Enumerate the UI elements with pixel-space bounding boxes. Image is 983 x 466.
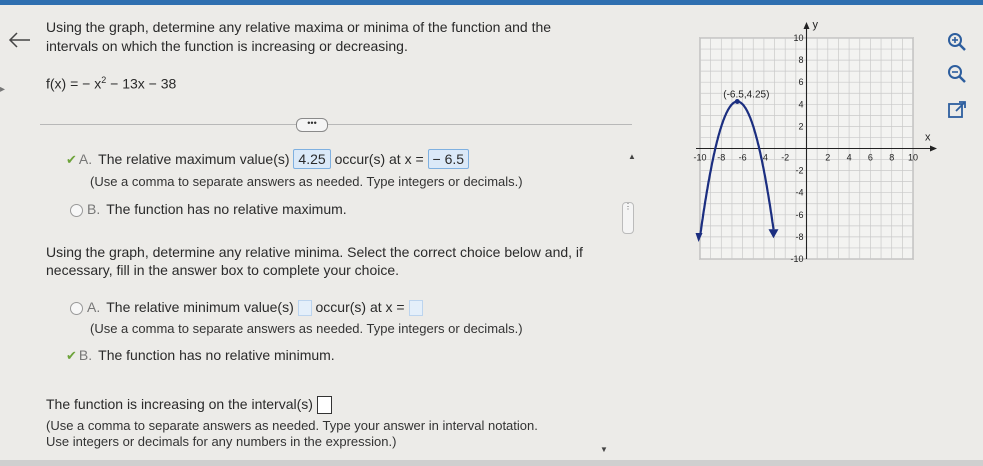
- max-option-a-text2: occur(s) at x =: [334, 151, 424, 167]
- max-option-b-text: The function has no relative maximum.: [106, 201, 347, 217]
- x-axis-arrow: [930, 146, 937, 152]
- x-tick-label: 2: [825, 152, 831, 163]
- back-arrow-icon[interactable]: [6, 30, 32, 50]
- min-option-a[interactable]: [70, 298, 423, 316]
- increasing-prompt-row: [46, 395, 332, 414]
- y-tick-label: 10: [793, 33, 804, 43]
- y-axis-label: y: [812, 19, 818, 31]
- y-tick-label: -6: [795, 209, 804, 220]
- increasing-prompt: The function is increasing on the interval(s): [46, 396, 313, 412]
- y-tick-label: -10: [790, 254, 804, 264]
- max-option-a-text: The relative maximum value(s): [98, 151, 290, 167]
- x-tick-label: 8: [889, 152, 895, 163]
- y-tick-label: 6: [798, 77, 804, 88]
- question-prompt: Using the graph, determine any relative maxima or minima of the function and the intervals on which the function is increasing or decreasing.: [46, 19, 552, 54]
- function-expression: [46, 75, 176, 92]
- max-option-a-note: (Use a comma to separate answers as needed. Type integers or decimals.): [90, 174, 523, 189]
- bottom-bar: [0, 460, 983, 466]
- max-option-b[interactable]: [70, 200, 347, 218]
- min-option-a-text2: occur(s) at x =: [315, 299, 405, 315]
- y-tick-label: -2: [795, 165, 804, 176]
- x-tick-label: -10: [693, 152, 707, 163]
- checkmark-icon: ✔: [66, 152, 77, 167]
- radio-button[interactable]: [70, 302, 83, 315]
- min-prompt: Using the graph, determine any relative minima. Select the correct choice below and, if necessary, fill in the answer box to complete your choice.: [46, 244, 583, 278]
- zoom-out-icon[interactable]: [945, 62, 969, 86]
- y-tick-label: -8: [795, 231, 804, 242]
- y-tick-label: 2: [798, 121, 804, 132]
- x-tick-label: 4: [846, 152, 852, 163]
- min-option-b[interactable]: [66, 346, 335, 365]
- zoom-in-icon[interactable]: [945, 30, 969, 54]
- x-tick-label: -2: [781, 152, 790, 163]
- max-value-answer[interactable]: 4.25: [293, 149, 330, 169]
- y-tick-label: -4: [795, 187, 804, 198]
- increasing-note-2: Use integers or decimals for any numbers in the expression.): [46, 434, 397, 449]
- radio-button[interactable]: [70, 204, 83, 217]
- side-marker: ▸: [0, 84, 6, 95]
- pane-resize-handle[interactable]: ⋮: [622, 202, 634, 234]
- scroll-up-arrow[interactable]: ▲: [628, 152, 636, 161]
- max-x-answer[interactable]: − 6.5: [428, 149, 470, 169]
- function-lhs: f(x) = − x: [46, 75, 102, 92]
- pop-out-icon[interactable]: [945, 98, 969, 122]
- function-rhs: − 13x − 38: [106, 75, 177, 92]
- increasing-interval-input[interactable]: [317, 396, 332, 414]
- min-option-b-text: The function has no relative minimum.: [98, 347, 335, 363]
- min-option-b-letter: B.: [78, 347, 93, 363]
- y-tick-label: 8: [798, 55, 804, 66]
- min-value-input[interactable]: [298, 300, 312, 316]
- top-accent-bar: [0, 0, 983, 5]
- max-option-a[interactable]: [66, 149, 469, 169]
- increasing-note-1: (Use a comma to separate answers as needed. Type your answer in interval notation.: [46, 418, 538, 433]
- max-option-b-letter: B.: [87, 201, 101, 217]
- x-tick-label: 6: [867, 152, 873, 163]
- max-option-a-letter: A.: [78, 151, 93, 167]
- x-axis-label: x: [925, 131, 931, 144]
- x-tick-label: -8: [717, 152, 726, 163]
- function-exponent: 2: [101, 75, 107, 85]
- min-option-a-note: (Use a comma to separate answers as needed. Type integers or decimals.): [90, 321, 523, 336]
- min-option-a-letter: A.: [87, 299, 101, 315]
- y-axis-arrow: [804, 22, 810, 29]
- x-tick-label: -6: [738, 152, 747, 163]
- checkmark-icon: ✔: [66, 348, 77, 363]
- scroll-down-arrow[interactable]: ▼: [600, 445, 608, 454]
- x-tick-label: 10: [907, 152, 919, 163]
- x-tick-label: -4: [759, 152, 768, 163]
- vertex-label: (-6.5,4.25): [723, 89, 770, 101]
- parabola-graph: [680, 12, 940, 270]
- expand-more-button[interactable]: •••: [296, 118, 328, 132]
- section-divider: [40, 124, 632, 125]
- y-tick-label: 4: [798, 99, 804, 110]
- min-option-a-text: The relative minimum value(s): [106, 299, 294, 315]
- min-x-input[interactable]: [409, 300, 423, 316]
